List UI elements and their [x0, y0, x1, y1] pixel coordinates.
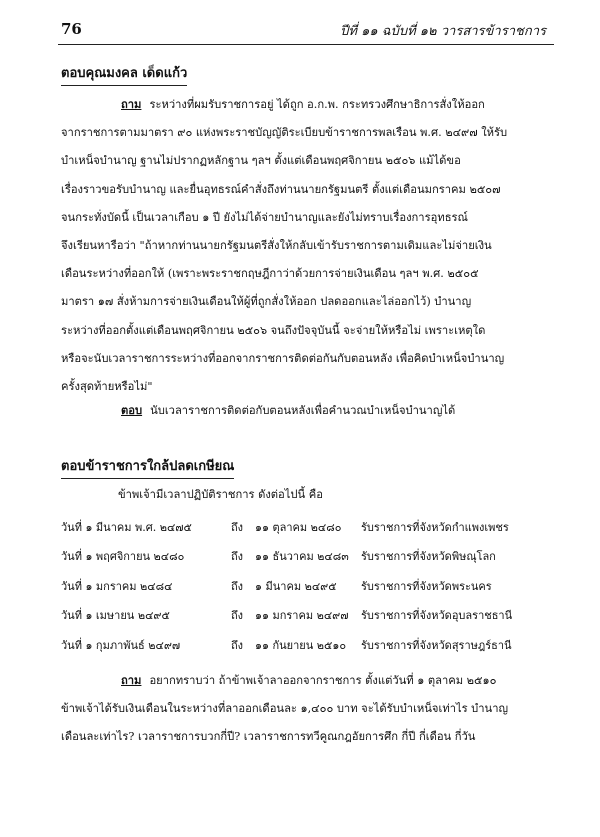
section1-question: [61, 90, 551, 401]
header-rule: [58, 44, 554, 45]
question-line: จึงเรียนหารือว่า "ถ้าหากท่านนายกรัฐมนตรีสั่งให้กลับเข้ารับราชการตามเดิมและไม่จ่ายเงิน: [61, 239, 492, 253]
service-row: [61, 606, 561, 626]
section2-heading: ตอบข้าราชการใกล้ปลดเกษียณ: [61, 455, 234, 476]
service-to-word: ถึง: [231, 550, 244, 563]
question-line: จนกระทั่งบัดนี้ เป็นเวลาเกือบ ๑ ปี ยังไม่ได้จ่ายบำนาญและยังไม่ทราบเรื่องการอุทธรณ์: [61, 210, 468, 224]
question-line: ครั้งสุดท้ายหรือไม่": [61, 380, 153, 394]
question-line: ระหว่างที่ผมรับราชการอยู่ ได้ถูก อ.ก.พ. กระทรวงศึกษาธิการสั่งให้ออก: [149, 98, 485, 111]
answer-text: นับเวลาราชการติดต่อกับตอนหลังเพื่อคำนวณบำเหน็จบำนาญได้: [150, 404, 456, 417]
question-line: อยากทราบว่า ถ้าข้าพเจ้าลาออกจากราชการ ตั้งแต่วันที่ ๑ ตุลาคม ๒๕๑๐: [149, 674, 497, 687]
question-line: เดือนระหว่างที่ออกให้ (เพราะพระราชกฤษฎีกาว่าด้วยการจ่ายเงินเดือน ๆลฯ พ.ศ. ๒๕๐๕: [61, 267, 479, 281]
service-to: ๑ มีนาคม ๒๔๙๕: [255, 580, 337, 593]
question-line: จากราชการตามมาตรา ๙๐ แห่งพระราชบัญญัติระเบียบข้าราชการพลเรือน พ.ศ. ๒๔๙๗ ให้รับ: [61, 126, 508, 140]
service-place: รับราชการที่จังหวัดพระนคร: [361, 580, 492, 593]
service-from: วันที่ ๑ มีนาคม พ.ศ. ๒๔๗๕: [61, 521, 192, 534]
answer-label: ตอบ: [121, 403, 143, 417]
section2-question: [61, 666, 551, 752]
service-row: [61, 636, 561, 656]
service-intro: ข้าพเจ้ามีเวลาปฏิบัติราชการ ดังต่อไปนี้ คือ: [118, 488, 323, 501]
service-to: ๑๑ ตุลาคม ๒๔๘๐: [255, 521, 342, 534]
question-line: หรือจะนับเวลาราชการระหว่างที่ออกจากราชการติดต่อกันกับตอนหลัง เพื่อคิดบำเหน็จบำนาญ: [61, 351, 505, 365]
question-line: บำเหน็จบำนาญ ฐานไม่ปรากฏหลักฐาน ๆลฯ ตั้งแต่เดือนพฤศจิกายน ๒๕๐๖ แม้ได้ขอ: [61, 154, 461, 168]
service-place: รับราชการที่จังหวัดกำแพงเพชร: [361, 521, 509, 534]
section1-answer: [61, 396, 551, 425]
service-to-word: ถึง: [231, 521, 244, 534]
service-place: รับราชการที่จังหวัดพิษณุโลก: [361, 550, 496, 563]
question-line: เดือนละเท่าไร? เวลาราชการบวกกี่ปี? เวลาราชการทวีคูณกฎอัยการศึก กี่ปี กี่เดือน กี่วัน: [61, 730, 476, 744]
service-to: ๑๑ มกราคม ๒๔๙๗: [255, 609, 349, 622]
service-place: รับราชการที่จังหวัดอุบลราชธานี: [361, 609, 513, 622]
service-from: วันที่ ๑ มกราคม ๒๔๘๔: [61, 580, 173, 593]
page-number: 76: [61, 20, 82, 38]
service-to: ๑๑ กันยายน ๒๕๑๐: [255, 639, 347, 652]
question-label: ถาม: [121, 673, 142, 687]
service-to: ๑๑ ธันวาคม ๒๔๘๓: [255, 550, 349, 563]
service-from: วันที่ ๑ กุมภาพันธ์ ๒๔๙๗: [61, 639, 181, 652]
service-from: วันที่ ๑ พฤศจิกายน ๒๔๘๐: [61, 550, 185, 563]
service-row: [61, 577, 561, 597]
question-line: ข้าพเจ้าได้รับเงินเดือนในระหว่างที่ลาออกเดือนละ ๑,๔๐๐ บาท จะได้รับบำเหน็จเท่าไร บำนาญ: [61, 702, 509, 716]
service-to-word: ถึง: [231, 580, 244, 593]
question-line: ระหว่างที่ออกตั้งแต่เดือนพฤศจิกายน ๒๕๐๖ จนถึงปัจจุบันนี้ จะจ่ายให้หรือไม่ เพราะเหตุใด: [61, 323, 486, 337]
question-line: มาตรา ๑๗ สั่งห้ามการจ่ายเงินเดือนให้ผู้ที่ถูกสั่งให้ออก ปลดออกและไล่ออกไว้) บำนาญ: [61, 295, 472, 309]
service-from: วันที่ ๑ เมษายน ๒๔๙๕: [61, 609, 170, 622]
service-place: รับราชการที่จังหวัดสุราษฎร์ธานี: [361, 639, 512, 652]
service-row: [61, 518, 561, 538]
journal-header: ปีที่ ๑๑ ฉบับที่ ๑๒ วารสารข้าราชการ: [340, 24, 546, 39]
question-line: เรื่องราวขอรับบำนาญ และยื่นอุทธรณ์คำสั่งถึงท่านนายกรัฐมนตรี ตั้งแต่เดือนมกราคม ๒๕๐๗: [61, 182, 501, 196]
question-label: ถาม: [121, 97, 142, 111]
service-to-word: ถึง: [231, 609, 244, 622]
service-to-word: ถึง: [231, 639, 244, 652]
service-row: [61, 547, 561, 567]
section1-heading: ตอบคุณมงคล เด็ดแก้ว: [61, 62, 187, 83]
